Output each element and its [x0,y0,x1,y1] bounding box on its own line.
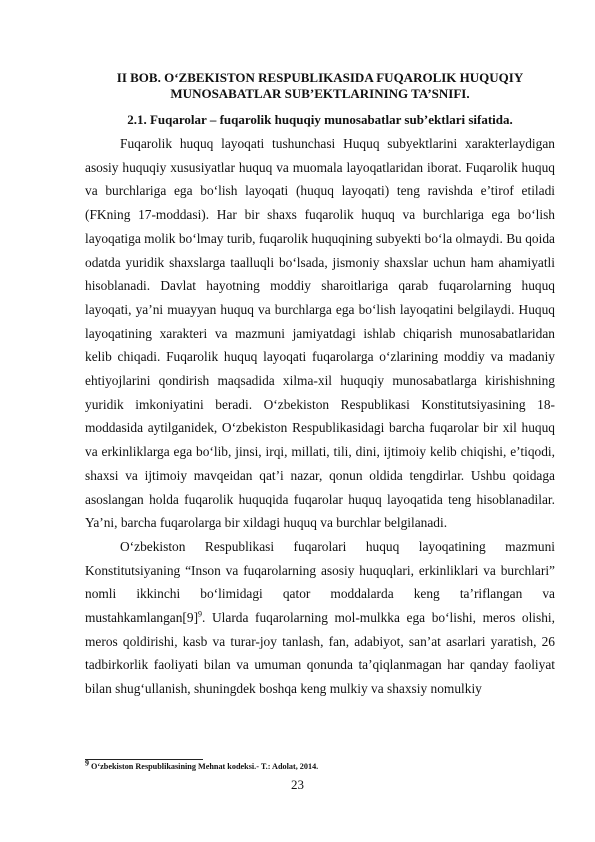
footnote-divider [85,759,203,760]
body-text [85,132,555,701]
footnote-reference[interactable]: 9 [198,609,203,619]
footnote-text: O‘zbekiston Respublikasining Mehnat kodeksi.- T.: Adolat, 2014. [89,762,319,771]
chapter-heading: II BOB. O‘ZBEKISTON RESPUBLIKASIDA FUQAROLIK HUQUQIY MUNOSABATLAR SUB’EKTLARINING TA’SNIFI. [116,70,524,101]
footnote [85,758,555,772]
footnote-marker: 9 [85,758,89,768]
page-number: 23 [291,777,304,792]
paragraph-2-text-before-ref: O‘zbekiston Respublikasi fuqarolari huquq layoqatining mazmuni Konstitutsiyaning “Inson va fuqarolarning asosiy huquqlari, erkinliklari va burchlari” nomli ikkinchi bo‘limidagi qator moddalarda keng ta’riflangan va mustahkamlangan[9] [85,538,555,626]
paragraph-2 [85,535,555,701]
section-heading: 2.1. Fuqarolar – fuqarolik huquqiy munosabatlar sub’ektlari sifatida. [127,112,513,127]
paragraph-1: Fuqarolik huquq layoqati tushunchasi Huquq subyektlarini xarakterlaydigan asosiy huquqiy xususiyatlar huquq va muomala layoqatlaridan iborat. Fuqarolik huquq va burchlariga ega bo‘lish layoqati (huquq layoqati) teng ravishda e’tirof etiladi (FKning 17-moddasi). Har bir shaxs fuqarolik huquq va burchlariga ega bo‘lish layoqatiga molik bo‘lmay turib, fuqarolik huquqining subyekti bo‘la olmaydi. Bu qoida odatda yuridik shaxslarga taalluqli bo‘lsada, jismoniy shaxslar uchun ham ahamiyatli hisoblanadi. Davlat hayotning moddiy sharoitlariga qarab fuqarolarning huquq layoqati, ya’ni muayyan huquq va burchlarga ega bo‘lish layoqatini belgilaydi. Huquq layoqatining xarakteri va mazmuni jamiyatdagi ishlab chiqarish munosabatlaridan kelib chiqadi. Fuqarolik huquq layoqati fuqarolarga o‘zlarining moddiy va madaniy ehtiyojlarini qondirish maqsadida xilma-xil huquqiy munosabatlarga kirishishning yuridik imkoniyatini beradi. O‘zbekiston Respublikasi Konstitutsiyasining 18-moddasida aytilganidek, O‘zbekiston Respublikasidagi barcha fuqarolar bir xil huquq va erkinliklarga ega bo‘lib, jinsi, irqi, millati, tili, dini, ijtimoiy kelib chiqishi, e’tiqodi, shaxsi va ijtimoiy mavqeidan qat’i nazar, qonun oldida tengdirlar. Ushbu qoidaga asoslangan holda fuqarolik huquqida fuqarolar huquq layoqatida teng hisoblanadilar. Ya’ni, barcha fuqarolarga bir xildagi huquq va burchlar belgilanadi. [85,136,555,531]
paragraph-2-text-after-ref: . Ularda fuqarolarning mol-mulkka ega bo‘lishi, meros olishi, meros qoldirishi, kasb va turar-joy tanlash, fan, adabiyot, san’at asarlari yaratish, 26 tadbirkorlik faoliyati bilan va umuman qonunda ta’qiqlanmagan har qanday faoliyat bilan shug‘ullanish, shuningdek boshqa keng mulkiy va shaxsiy nomulkiy [85,610,555,697]
